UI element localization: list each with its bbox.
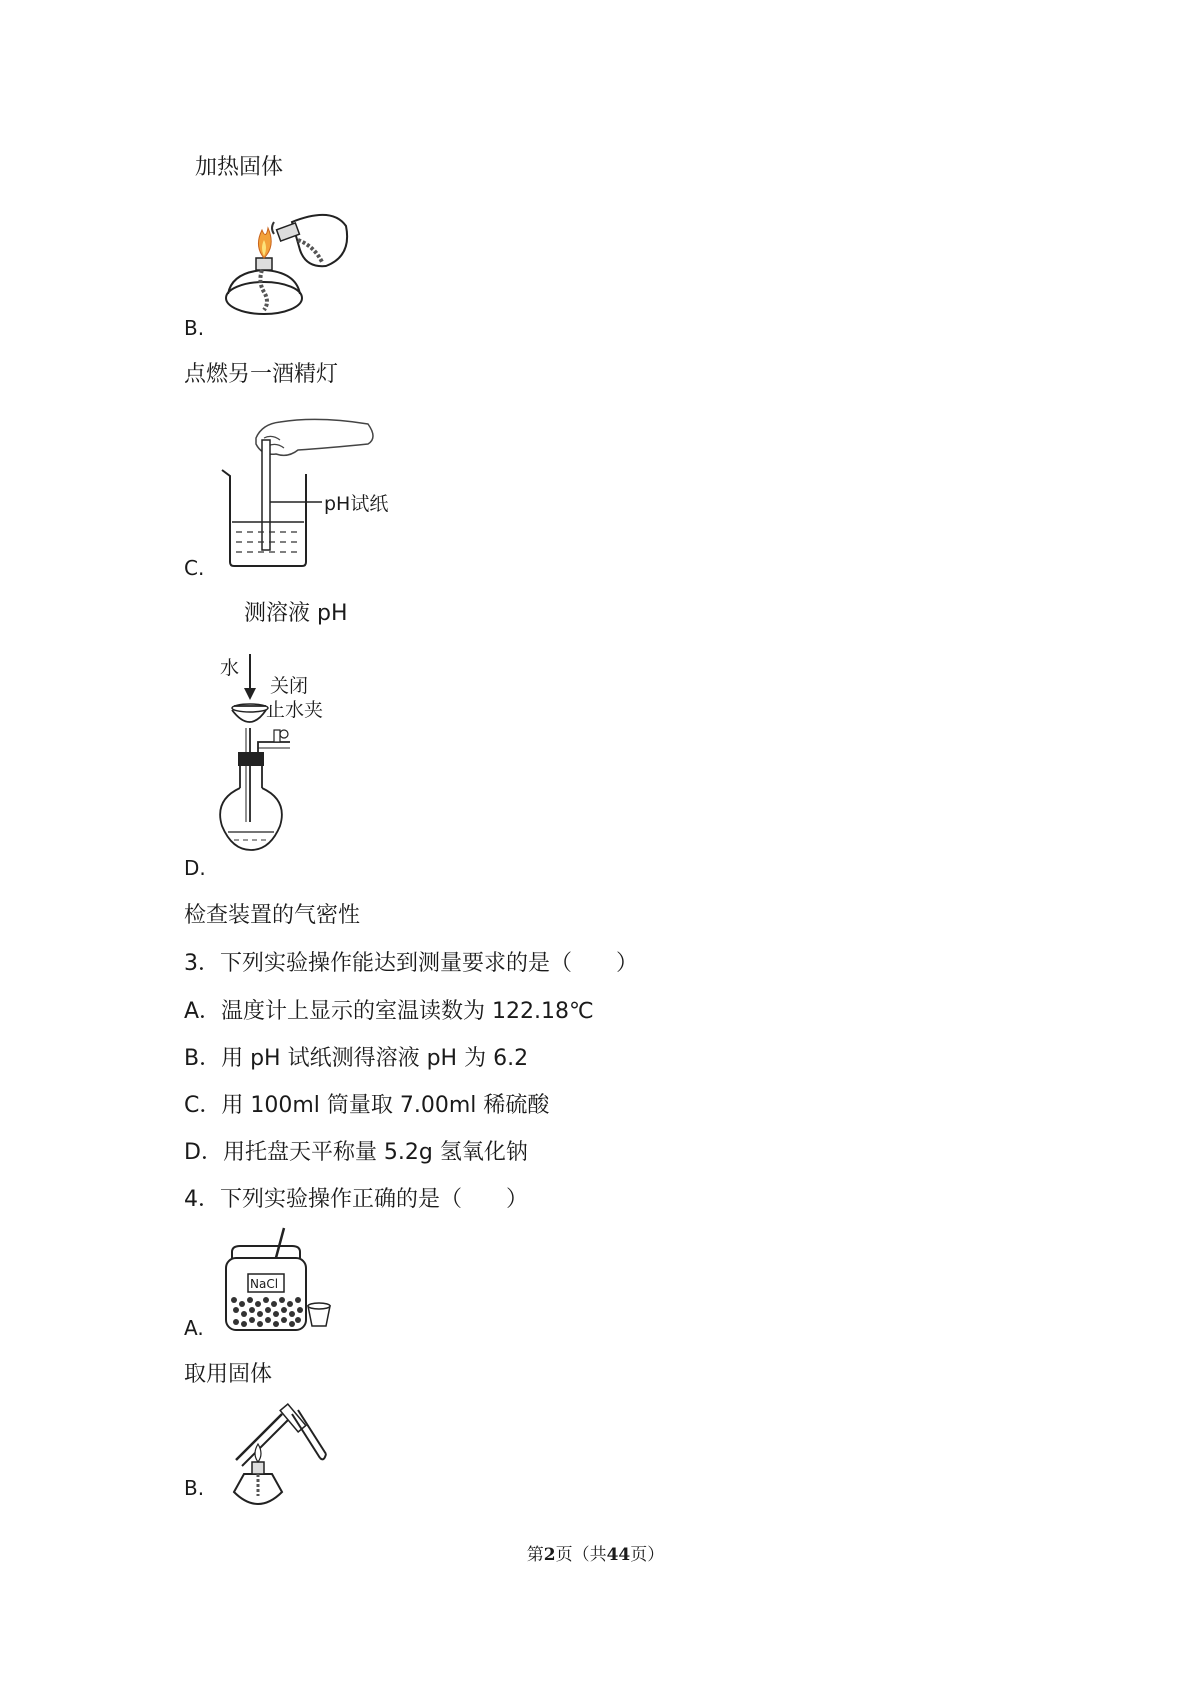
q4-option-a-label: A. — [184, 1316, 204, 1340]
q3-option-c: C．用 100ml 筒量取 7.00ml 稀硫酸 — [184, 1093, 550, 1118]
footer-middle: 页（共 — [555, 1545, 607, 1565]
q4-stem: 4．下列实验操作正确的是（ ） — [184, 1187, 528, 1212]
figure-airtightness — [218, 650, 358, 856]
q3-stem: 3．下列实验操作能达到测量要求的是（ ） — [184, 951, 638, 976]
clamp-note-line1: 关闭 — [270, 675, 309, 697]
caption-heating-solid: 加热固体 — [195, 155, 284, 180]
option-d-label: D. — [184, 856, 206, 880]
q3-option-a: A．温度计上显示的室温读数为 122.18℃ — [184, 999, 594, 1024]
ph-paper-label: pH试纸 — [324, 493, 389, 515]
clamp-note-line2: 止水夹 — [266, 699, 324, 721]
water-label: 水 — [220, 657, 240, 679]
option-c-label: C. — [184, 556, 205, 580]
footer-current-page: 2 — [543, 1545, 556, 1565]
option-b-label: B. — [184, 316, 205, 340]
figure-heat-test-tube — [228, 1400, 338, 1510]
caption-airtightness: 检查装置的气密性 — [184, 903, 361, 928]
caption-measure-ph: 测溶液 pH — [244, 601, 348, 626]
figure-lighting-lamp — [222, 206, 352, 326]
page-footer — [0, 1544, 1191, 1566]
footer-suffix: 页） — [630, 1545, 665, 1565]
figure-measure-ph — [218, 414, 398, 574]
caption-light-lamp: 点燃另一酒精灯 — [184, 362, 339, 387]
q3-option-b: B．用 pH 试纸测得溶液 pH 为 6.2 — [184, 1046, 529, 1071]
q3-option-d: D．用托盘天平称量 5.2g 氢氧化钠 — [184, 1140, 528, 1165]
footer-prefix: 第 — [526, 1545, 544, 1565]
nacl-label: NaCl — [250, 1277, 279, 1291]
figure-take-solid — [222, 1224, 332, 1334]
footer-total-pages: 44 — [606, 1545, 631, 1565]
q4-option-b-label: B. — [184, 1476, 205, 1500]
q4-caption-take-solid: 取用固体 — [184, 1362, 273, 1387]
